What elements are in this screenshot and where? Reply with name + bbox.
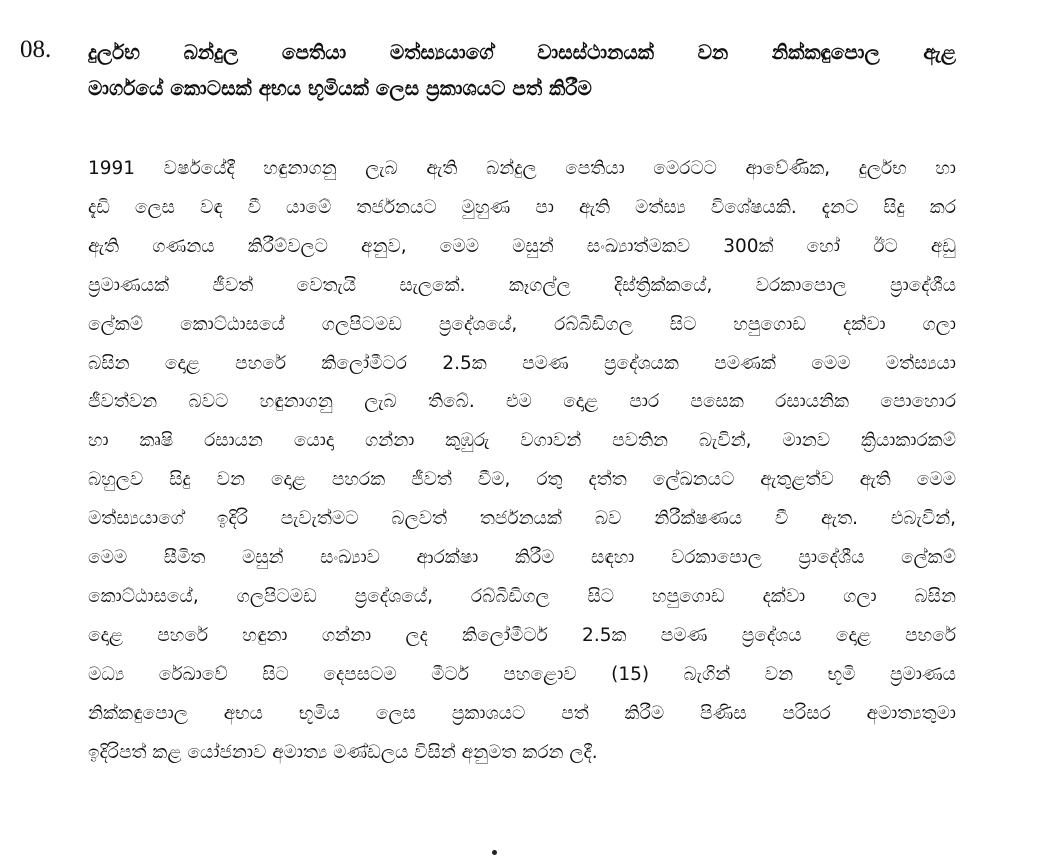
body-line: මෙම සීමිත මසුන් සංඛ්‍යාව ආරක්ෂා කිරීම සඳහා වරකාපොල ප්‍රාදේශීය ලේකම් xyxy=(88,547,956,569)
body-line: ඉදිරිපත් කළ යෝජනාව අමාත්‍ය මණ්ඩලය විසින් අනුමත කරන ලදී. xyxy=(88,741,598,763)
body-line: මත්ස්‍යයාගේ ඉදිරි පැවැත්මට බලවත් තර්ජනයක් බව නිරීක්ෂණය වී ඇත. එබැවින්, xyxy=(88,508,956,530)
item-number: 08. xyxy=(20,36,52,63)
item-title xyxy=(88,34,956,106)
body-line: හා කෘෂි රසායන යොදා ගන්නා කුඹුරු වගාවන් පවතින බැවින්, මානව ක්‍රියාකාරකම් xyxy=(88,430,956,452)
title-line: දුර්ලභ බන්දුල පෙතියා මත්ස්‍යයාගේ වාසස්ථානයක් වන නික්කඳුපොල ඇළ xyxy=(88,40,956,64)
body-paragraph xyxy=(88,150,956,773)
body-line: දැඩි ලෙස වඳ වී යාමේ තර්ජනයට මුහුණ පා ඇති මත්ස්‍ය විශේෂයකි. දැනට සිදු කර xyxy=(88,196,956,218)
page-dot-mark xyxy=(492,850,497,855)
body-line: ඇති ගණනය කිරීම්වලට අනුව, මෙම මසුන් සංඛ්‍යාත්මකව 300ක් හෝ ඊට අඩු xyxy=(88,235,956,257)
body-line: බහුලව සිදු වන දොළ පහරක ජීවත් වීම, රතු දත්ත ලේඛනයට ඇතුළත්ව ඇති මෙම xyxy=(88,469,956,491)
body-line: මධ්‍ය රේඛාවේ සිට දෙපසටම මීටර් පහළොව (15) බැගින් වන භූමි ප්‍රමාණය xyxy=(88,663,956,685)
body-line: 1991 වර්ෂයේදී හඳුනාගනු ලැබ ඇති බන්දුල පෙතියා මෙරටට ආවේණික, දුර්ලභ හා xyxy=(88,158,956,179)
body-line: ජීවත්වන බවට හඳුනාගනු ලැබ තිබේ. එම දොළ පාර පසෙක රසායනික පොහොර xyxy=(88,391,956,413)
body-line: ලේකම් කොට්ඨාසයේ ගලපිටමඩ ප්‍රදේශයේ, රබ්බිඩිගල සිට හපුගොඩ දක්වා ගලා xyxy=(88,313,956,335)
body-line: දොළ පහරේ හඳුනා ගන්නා ලද කිලෝමීටර් 2.5ක පමණ ප්‍රදේශය දොළ පහරේ xyxy=(88,624,956,646)
body-line: නික්කඳුපොල අභය භූමිය ලෙස ප්‍රකාශයට පත් කිරීම පිණිස පරිසර අමාත්‍යතුමා xyxy=(88,702,956,724)
title-line: මාර්ගයේ කොටසක් අභය භූමියක් ලෙස ප්‍රකාශයට පත් කිරීම xyxy=(88,76,592,100)
body-line: බසින දොළ පහරේ කිලෝමීටර 2.5ක පමණ ප්‍රදේශයක පමණක් මෙම මත්ස්‍යයා xyxy=(88,352,956,374)
body-line: ප්‍රමාණයක් ජීවත් වෙතැයි සැලකේ. කෑගල්ල දිස්ත්‍රික්කයේ, වරකාපොල ප්‍රාදේශීය xyxy=(88,274,956,296)
body-line: කොට්ඨාසයේ, ගලපිටමඩ ප්‍රදේශයේ, රබ්බිඩිගල සිට හපුගොඩ දක්වා ගලා බසින xyxy=(88,585,956,607)
